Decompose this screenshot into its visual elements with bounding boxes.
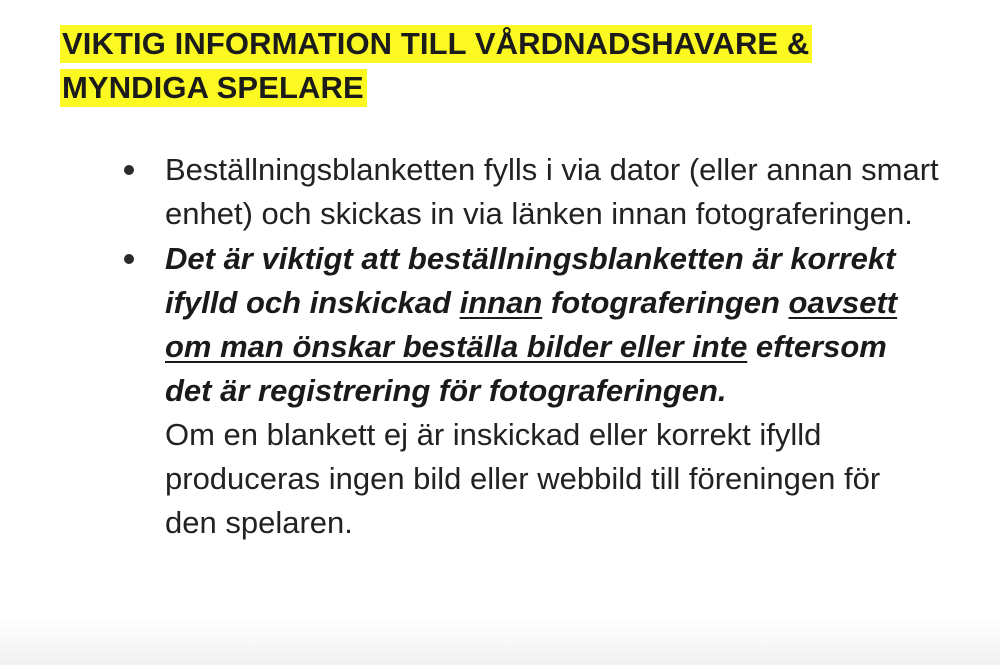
emphasis-part-3: eftersom det är registrering för fotograferingen. [165,329,887,408]
heading-line-1: VIKTIG INFORMATION TILL VÅRDNADSHAVARE & [62,26,810,61]
underlined-before: innan [459,285,543,320]
heading-line-2: MYNDIGA SPELARE [62,70,364,105]
emphasis-part-1: Det är viktigt att beställningsblanketten är korrekt ifylld och inskickad [165,241,896,320]
page-heading [60,22,940,110]
underlined-regardless: oavsett om man önskar beställa bilder eller inte [165,285,898,364]
bullet-dot-icon [124,254,134,264]
bullet-item-important-notice [0,237,1000,545]
bullet-list [0,148,1000,545]
consequence-note: Om en blankett ej är inskickad eller korrekt ifylld produceras ingen bild eller webbild till föreningen för den spelaren. [165,417,881,540]
bullet-item-ordering-form [0,148,1000,236]
bullet-dot-icon [124,165,134,175]
bullet-text: Beställningsblanketten fylls i via dator (eller annan smart enhet) och skickas in via länken innan fotograferingen. [165,152,939,231]
emphasis-part-2: fotograferingen [542,285,789,320]
heading-highlight [60,25,812,107]
important-notice-text [165,241,897,408]
